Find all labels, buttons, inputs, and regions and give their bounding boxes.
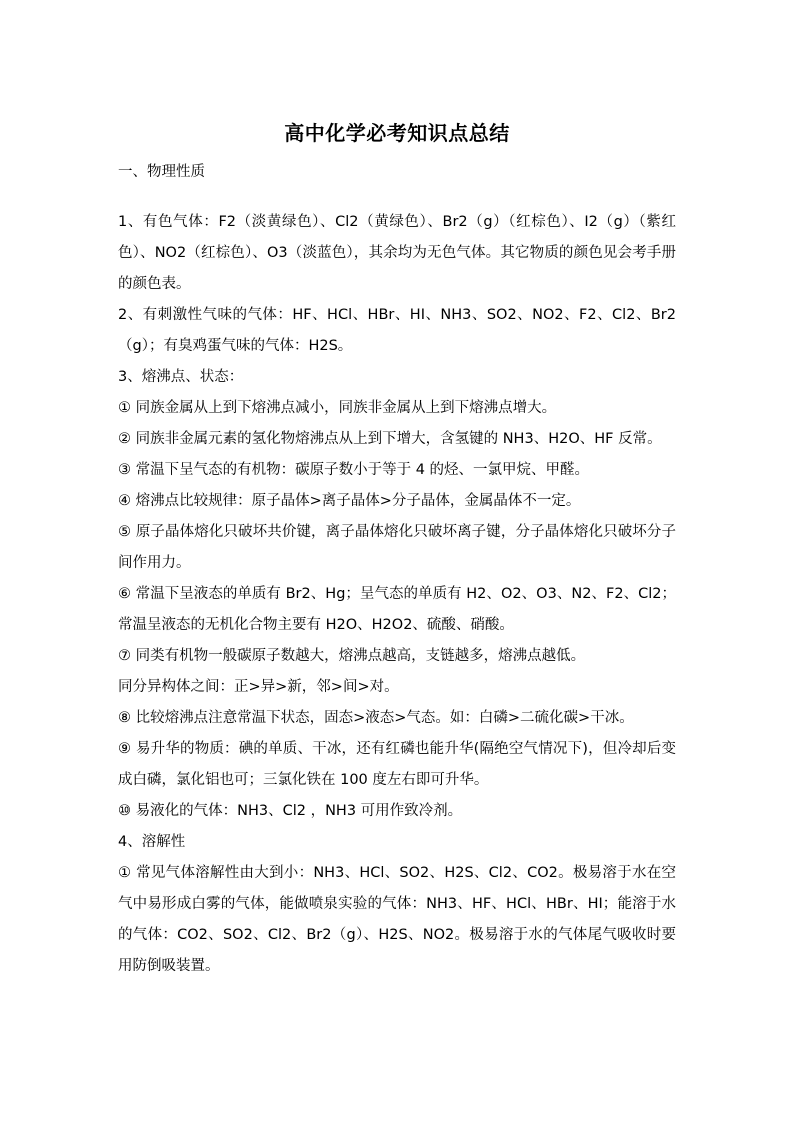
list-item: ⑤ 原子晶体熔化只破坏共价键，离子晶体熔化只破坏离子键，分子晶体熔化只破坏分子间作用力。 [118,524,676,571]
list-item: ② 同族非金属元素的氢化物熔沸点从上到下增大，含氢键的 NH3、H2O、HF 反常。 [118,431,662,447]
list-item: ④ 熔沸点比较规律：原子晶体>离子晶体>分子晶体，金属晶体不一定。 [118,493,581,509]
list-item: ③ 常温下呈气态的有机物：碳原子数小于等于 4 的烃、一氯甲烷、甲醛。 [118,462,590,478]
document-body [118,157,676,982]
list-item: ⑥ 常温下呈液态的单质有 Br2、Hg；呈气态的单质有 H2、O2、O3、N2、F2、Cl2；常温呈液态的无机化合物主要有 H2O、H2O2、硫酸、硝酸。 [118,586,676,633]
list-item: ⑨ 易升华的物质：碘的单质、干冰，还有红磷也能升华(隔绝空气情况下)，但冷却后变成白磷，氯化铝也可；三氯化铁在 100 度左右即可升华。 [118,741,676,788]
page-title: 高中化学必考知识点总结 [284,121,510,145]
subheading-solubility: 4、溶解性 [118,834,186,850]
list-item: 同分异构体之间：正>异>新，邻>间>对。 [118,679,399,695]
section-heading-physical-properties: 一、物理性质 [118,164,205,180]
paragraph-irritating-gases: 2、有刺激性气味的气体：HF、HCl、HBr、HI、NH3、SO2、NO2、F2、Cl2、Br2（g）；有臭鸡蛋气味的气体：H2S。 [118,307,676,354]
paragraph-colored-gases: 1、有色气体：F2（淡黄绿色）、Cl2（黄绿色）、Br2（g）（红棕色）、I2（g）（紫红色）、NO2（红棕色）、O3（淡蓝色），其余均为无色气体。其它物质的颜色见会考手册的颜色表。 [118,214,676,292]
list-item: ⑧ 比较熔沸点注意常温下状态，固态>液态>气态。如：白磷>二硫化碳>干冰。 [118,710,634,726]
list-item: ① 同族金属从上到下熔沸点减小，同族非金属从上到下熔沸点增大。 [118,400,557,416]
list-item: ⑩ 易液化的气体：NH3、Cl2 ，NH3 可用作致冷剂。 [118,803,463,819]
list-item: ⑦ 同类有机物一般碳原子数越大，熔沸点越高，支链越多，熔沸点越低。 [118,648,586,664]
subheading-melting-boiling: 3、熔沸点、状态： [118,369,244,385]
paragraph-gas-solubility: ① 常见气体溶解性由大到小：NH3、HCl、SO2、H2S、Cl2、CO2。极易溶于水在空气中易形成白雾的气体，能做喷泉实验的气体：NH3、HF、HCl、HBr、HI；能溶于水的气体：CO2、SO2、Cl2、Br2（g）、H2S、NO2。极易溶于水的气体尾气吸收时要用防倒吸装置。 [118,865,676,974]
